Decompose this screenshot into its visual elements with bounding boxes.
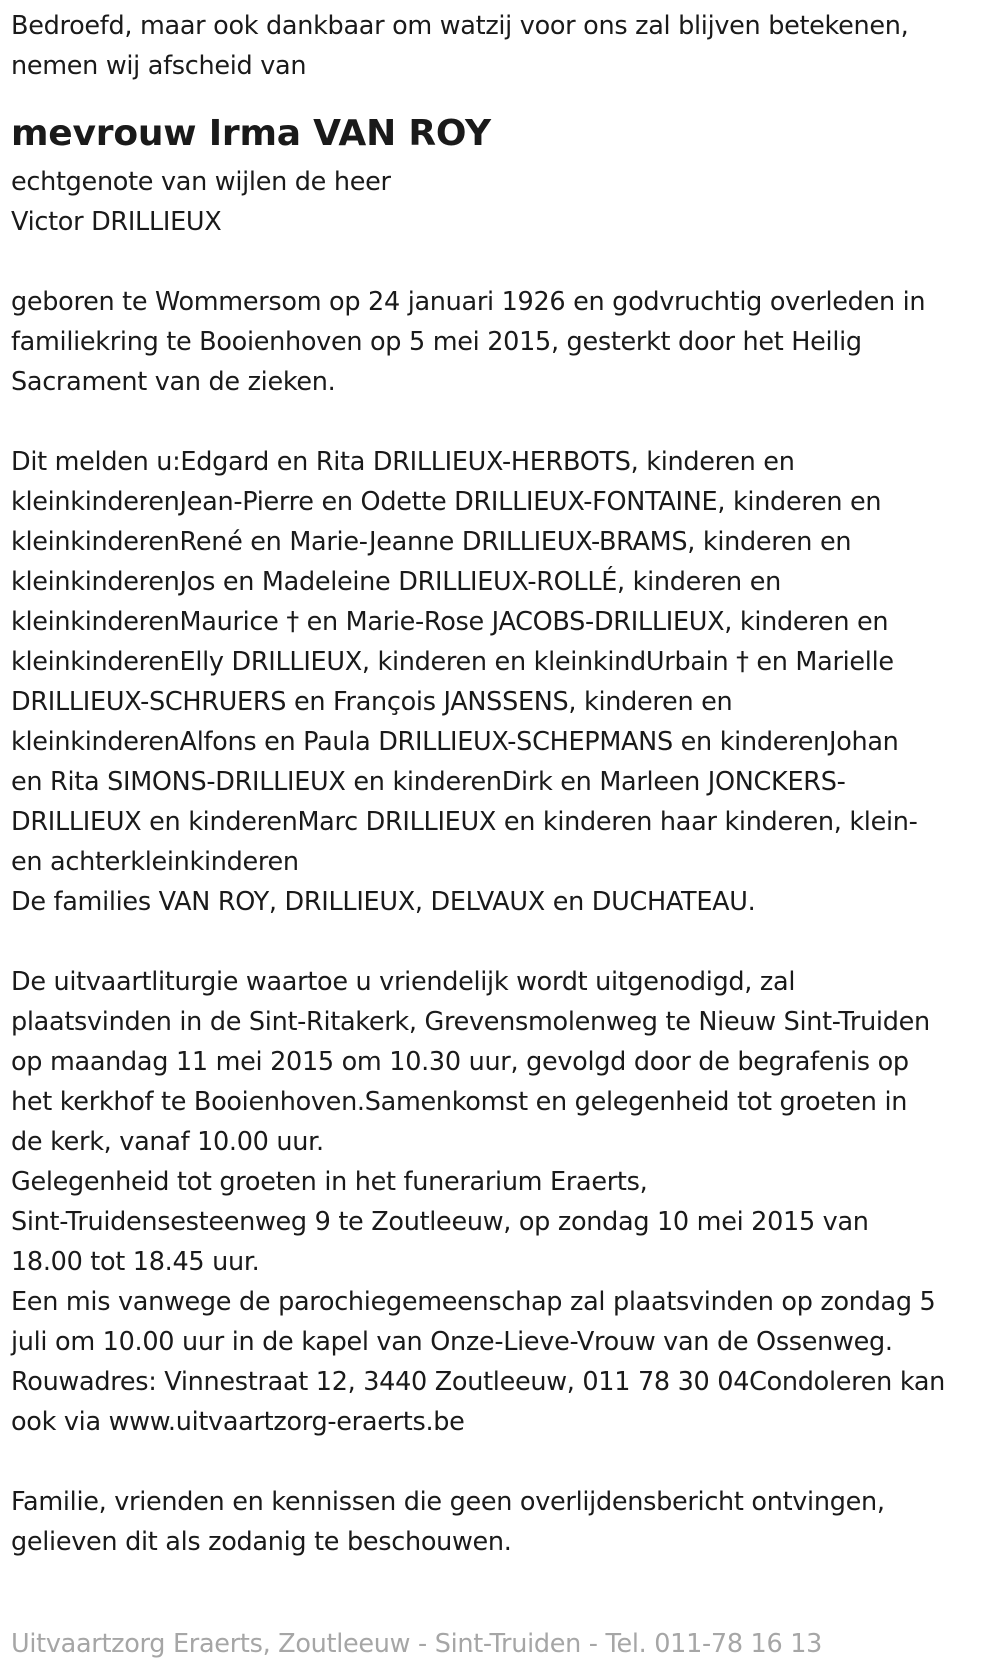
family-line: kleinkinderenAlfons en Paula DRILLIEUX-SCHEPMANS en kinderenJohan bbox=[11, 727, 899, 757]
closing-paragraph bbox=[11, 1482, 996, 1562]
spouse-line: echtgenote van wijlen de heer bbox=[11, 167, 391, 197]
funeral-line: plaatsvinden in de Sint-Ritakerk, Grevensmolenweg te Nieuw Sint-Truiden bbox=[11, 1007, 930, 1037]
intro-line: Bedroefd, maar ook dankbaar om watzij voor ons zal blijven betekenen, bbox=[11, 11, 909, 41]
family-line: DRILLIEUX-SCHRUERS en François JANSSENS, kinderen en bbox=[11, 687, 733, 717]
funeral-line: ook via www.uitvaartzorg-eraerts.be bbox=[11, 1407, 465, 1437]
closing-line: Familie, vrienden en kennissen die geen overlijdensbericht ontvingen, bbox=[11, 1487, 885, 1517]
deceased-name: mevrouw Irma VAN ROY bbox=[11, 113, 491, 154]
funeral-line: 18.00 tot 18.45 uur. bbox=[11, 1247, 260, 1277]
family-line: kleinkinderenElly DRILLIEUX, kinderen en kleinkindUrbain † en Marielle bbox=[11, 647, 894, 677]
family-line: De families VAN ROY, DRILLIEUX, DELVAUX en DUCHATEAU. bbox=[11, 887, 756, 917]
family-line: DRILLIEUX en kinderenMarc DRILLIEUX en kinderen haar kinderen, klein- bbox=[11, 807, 918, 837]
family-line: kleinkinderenRené en Marie-Jeanne DRILLIEUX-BRAMS, kinderen en bbox=[11, 527, 852, 557]
closing-line: gelieven dit als zodanig te beschouwen. bbox=[11, 1527, 512, 1557]
family-line: kleinkinderenJos en Madeleine DRILLIEUX-ROLLÉ, kinderen en bbox=[11, 567, 781, 597]
family-line: en Rita SIMONS-DRILLIEUX en kinderenDirk en Marleen JONCKERS- bbox=[11, 767, 846, 797]
funeral-paragraph bbox=[11, 962, 996, 1442]
funeral-line: De uitvaartliturgie waartoe u vriendelijk wordt uitgenodigd, zal bbox=[11, 967, 796, 997]
funeral-line: Sint-Truidensesteenweg 9 te Zoutleeuw, op zondag 10 mei 2015 van bbox=[11, 1207, 869, 1237]
spouse-line: Victor DRILLIEUX bbox=[11, 207, 222, 237]
family-line: kleinkinderenMaurice † en Marie-Rose JACOBS-DRILLIEUX, kinderen en bbox=[11, 607, 889, 637]
funeral-line: het kerkhof te Booienhoven.Samenkomst en gelegenheid tot groeten in bbox=[11, 1087, 908, 1117]
obituary-notice bbox=[11, 6, 996, 1562]
funeral-home-footer: Uitvaartzorg Eraerts, Zoutleeuw - Sint-Truiden - Tel. 011-78 16 13 bbox=[11, 1629, 823, 1659]
birth-death-line: Sacrament van de zieken. bbox=[11, 367, 336, 397]
funeral-line: juli om 10.00 uur in de kapel van Onze-Lieve-Vrouw van de Ossenweg. bbox=[11, 1327, 893, 1357]
family-line: kleinkinderenJean-Pierre en Odette DRILLIEUX-FONTAINE, kinderen en bbox=[11, 487, 882, 517]
birth-death-line: geboren te Wommersom op 24 januari 1926 en godvruchtig overleden in bbox=[11, 287, 926, 317]
spouse-info bbox=[11, 162, 996, 242]
birth-death-line: familiekring te Booienhoven op 5 mei 2015, gesterkt door het Heilig bbox=[11, 327, 862, 357]
funeral-line: Rouwadres: Vinnestraat 12, 3440 Zoutleeuw, 011 78 30 04Condoleren kan bbox=[11, 1367, 946, 1397]
funeral-line: Een mis vanwege de parochiegemeenschap zal plaatsvinden op zondag 5 bbox=[11, 1287, 936, 1317]
funeral-line: op maandag 11 mei 2015 om 10.30 uur, gevolgd door de begrafenis op bbox=[11, 1047, 909, 1077]
family-line: en achterkleinkinderen bbox=[11, 847, 299, 877]
intro-line: nemen wij afscheid van bbox=[11, 51, 307, 81]
intro-text bbox=[11, 6, 996, 86]
birth-death-paragraph bbox=[11, 282, 996, 402]
family-line: Dit melden u:Edgard en Rita DRILLIEUX-HERBOTS, kinderen en bbox=[11, 447, 795, 477]
funeral-line: de kerk, vanaf 10.00 uur. bbox=[11, 1127, 324, 1157]
funeral-line: Gelegenheid tot groeten in het funerarium Eraerts, bbox=[11, 1167, 648, 1197]
family-paragraph bbox=[11, 442, 996, 922]
